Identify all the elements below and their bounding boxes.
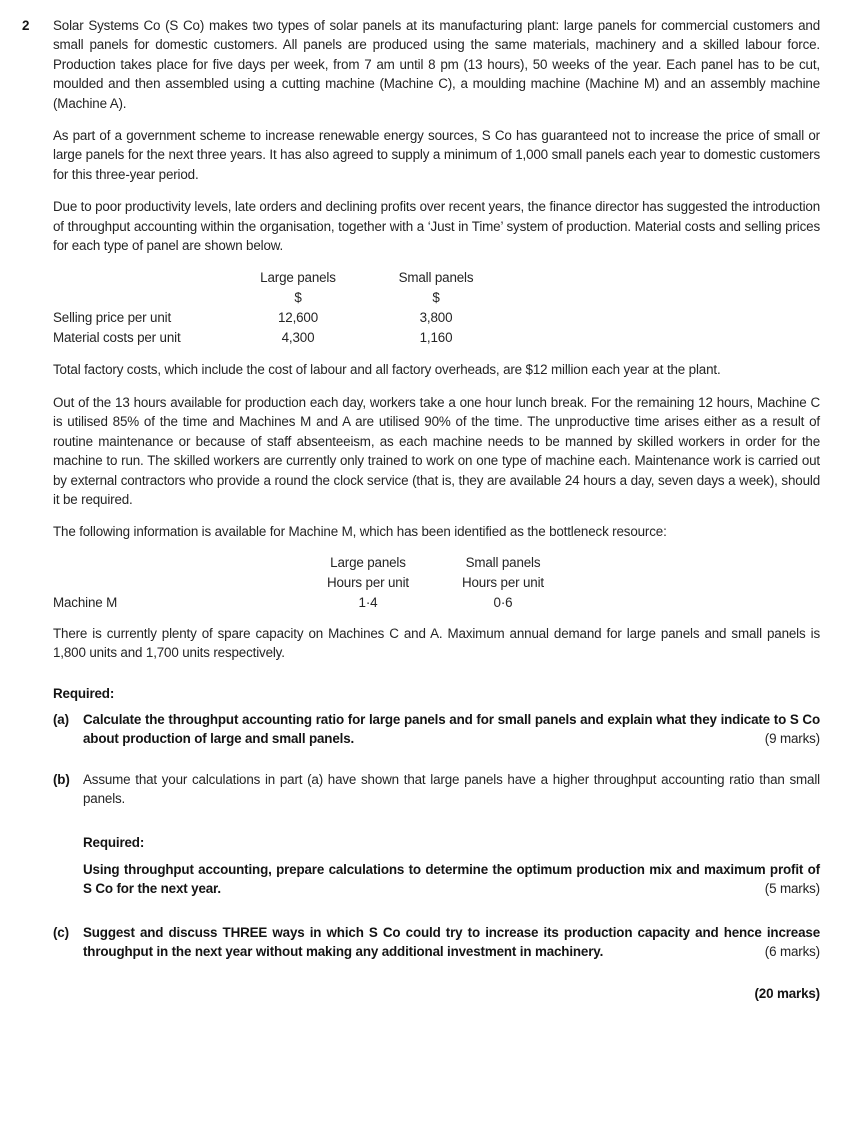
machine-col-header-small: Small panels — [465, 554, 541, 570]
machine-hours-table — [53, 553, 820, 613]
part-c-label: (c) — [53, 924, 69, 940]
machine-col-header-large: Large panels — [330, 554, 406, 570]
machine-unit-large: Hours per unit — [326, 574, 409, 590]
question-2 — [22, 16, 820, 1003]
part-a-requirement — [83, 710, 820, 749]
part-b-marks: (5 marks) — [764, 881, 820, 897]
part-c-requirement — [83, 923, 820, 962]
part-c-marks: (6 marks) — [764, 944, 820, 960]
table-row — [53, 328, 820, 348]
prices-row-label: Material costs per unit — [53, 330, 181, 346]
part-a-text: Calculate the throughput accounting ratio for large panels and for small panels and explain what they indicate to S Co about production of large and small panels. — [83, 711, 820, 747]
question-body — [53, 16, 820, 1003]
prices-currency-spacer — [53, 288, 223, 308]
table-row — [53, 308, 820, 328]
part-a — [53, 710, 820, 749]
machine-row-label: Machine M — [53, 594, 118, 610]
required-heading: Required: — [53, 685, 115, 701]
part-a-body — [83, 710, 820, 749]
prices-row-value-small: 1,160 — [419, 330, 453, 346]
part-b-task-text: Using throughput accounting, prepare calculations to determine the optimum production mix and maximum profit of S Co for the next year. — [83, 861, 820, 897]
intro-paragraph-3: Due to poor productivity levels, late orders and declining profits over recent years, the finance director has suggested the introduction of throughput accounting within the organisation, together with a ‘Just in Time’ system of production. Material costs and selling prices for each type of panel are shown below. — [53, 199, 820, 254]
machine-row-value-large: 1·4 — [358, 594, 378, 610]
prices-currency-large: $ — [294, 290, 302, 306]
intro-paragraph-1: Solar Systems Co (S Co) makes two types of solar panels at its manufacturing plant: large panels for commercial customers and small panels for domestic customers. All panels are produced using the same materials, machinery and a skilled labour force. Production takes place for five days per week, from 7 am until 8 pm (13 hours), 50 weeks of the year. Each panel has to be cut, moulded and then assembled using a cutting machine (Machine C), a moulding machine (Machine M) and an assembly machine (Machine A). — [53, 18, 820, 111]
machine-row-value-small: 0·6 — [493, 594, 513, 610]
prices-row-label: Selling price per unit — [53, 310, 172, 326]
prices-header-spacer — [53, 268, 223, 288]
prices-col-header-large: Large panels — [260, 270, 336, 286]
part-b-body — [83, 770, 820, 899]
machine-table-header-row — [53, 553, 820, 573]
part-c-text: Suggest and discuss THREE ways in which S Co could try to increase its production capacity and hence increase throughput in the next year without making any additional investment in machinery. — [83, 924, 820, 960]
prices-table — [53, 268, 820, 348]
part-a-marks: (9 marks) — [764, 731, 820, 747]
part-b — [53, 770, 820, 899]
question-number: 2 — [22, 18, 30, 33]
utilisation-paragraph: Out of the 13 hours available for production each day, workers take a one hour lunch break. For the remaining 12 hours, Machine C is utilised 85% of the time and Machines M and A are utilised 90% of the time. The unproductive time arises either as a result of routine maintenance or because of staff absenteeism, as each machine needs to be manned by skilled workers in order for the machine to run. The skilled workers are currently only trained to work on one type of machine each. Maintenance work is carried out by external contractors who provide a round the clock service (that is, they are available 24 hours a day, seven days a week), should it be required. — [53, 394, 820, 507]
part-a-label: (a) — [53, 711, 69, 727]
machine-table-unit-row — [53, 573, 820, 593]
prices-currency-small: $ — [432, 290, 440, 306]
part-c — [53, 923, 820, 962]
prices-row-value-large: 4,300 — [281, 330, 315, 346]
machine-unit-small: Hours per unit — [461, 574, 544, 590]
prices-table-currency-row — [53, 288, 820, 308]
part-c-body — [83, 923, 820, 962]
capacity-paragraph: There is currently plenty of spare capacity on Machines C and A. Maximum annual demand for large panels and small panels is 1,800 units and 1,700 units respectively. — [53, 625, 820, 661]
part-b-label: (b) — [53, 771, 70, 787]
intro-paragraph-2: As part of a government scheme to increase renewable energy sources, S Co has guaranteed not to increase the price of small or large panels for the next three years. It has also agreed to supply a minimum of 1,000 small panels each year to domestic customers for this three-year period. — [53, 128, 820, 182]
table-row — [53, 593, 820, 613]
machine-unit-spacer — [53, 573, 293, 593]
total-marks: (20 marks) — [754, 985, 820, 1001]
part-b-required-heading: Required: — [83, 834, 145, 850]
prices-col-header-small: Small panels — [398, 270, 474, 286]
prices-table-header-row — [53, 268, 820, 288]
factory-costs-note: Total factory costs, which include the cost of labour and all factory overheads, are $12 million each year at the plant. — [53, 362, 721, 378]
prices-row-value-small: 3,800 — [419, 310, 453, 326]
part-b-intro: Assume that your calculations in part (a) have shown that large panels have a higher throughput accounting ratio than small panels. — [83, 771, 820, 807]
prices-row-value-large: 12,600 — [277, 310, 319, 326]
part-b-requirement — [83, 860, 820, 899]
bottleneck-intro: The following information is available for Machine M, which has been identified as the bottleneck resource: — [53, 524, 667, 540]
machine-header-spacer — [53, 553, 293, 573]
